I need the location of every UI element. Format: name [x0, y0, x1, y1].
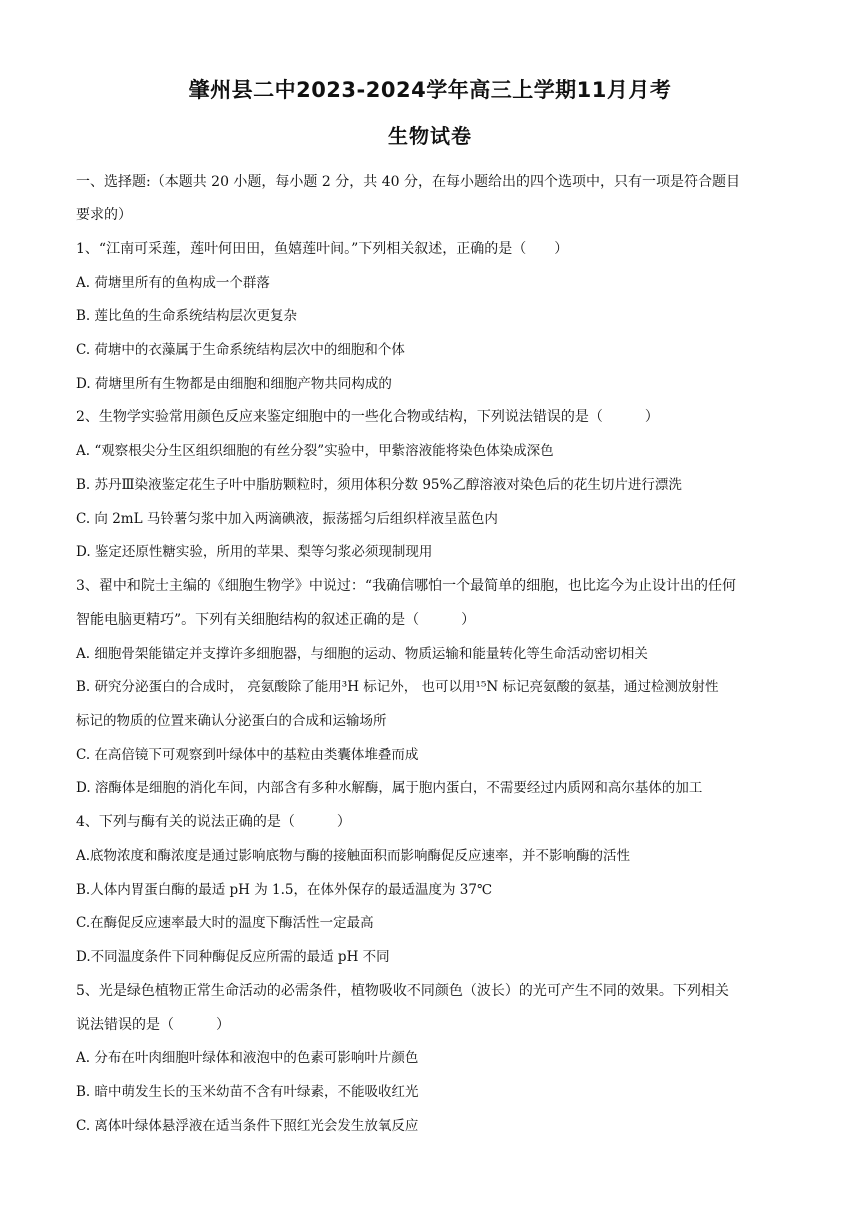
question-5-stem-line-1: 5、光是绿色植物正常生命活动的必需条件，植物吸收不同颜色（波长）的光可产生不同的效果。下列相关 [76, 983, 729, 999]
question-5-stem-line-2: 说法错误的是（ ） [76, 1017, 230, 1033]
question-1-option-a: A. 荷塘里所有的鱼构成一个群落 [76, 275, 270, 291]
question-2-option-d: D. 鉴定还原性糖实验，所用的苹果、梨等匀浆必须现制现用 [76, 544, 433, 560]
section-instructions-line-1: 一、选择题:（本题共 20 小题，每小题 2 分，共 40 分，在每小题给出的四个选项中，只有一项是符合题目 [76, 174, 740, 190]
question-2-option-c: C. 向 2mL 马铃薯匀浆中加入两滴碘液，振荡摇匀后组织样液呈蓝色内 [76, 511, 498, 527]
question-4-option-d: D.不同温度条件下同种酶促反应所需的最适 pH 不同 [76, 949, 390, 965]
question-5-option-c: C. 离体叶绿体悬浮液在适当条件下照红光会发生放氧反应 [76, 1118, 419, 1134]
question-2-stem: 2、生物学实验常用颜色反应来鉴定细胞中的一些化合物或结构，下列说法错误的是（ ） [76, 409, 659, 425]
question-1-option-d: D. 荷塘里所有生物都是由细胞和细胞产物共同构成的 [76, 376, 392, 392]
question-3-option-d: D. 溶酶体是细胞的消化车间，内部含有多种水解酶，属于胞内蛋白，不需要经过内质网和高尔基体的加工 [76, 780, 703, 796]
question-3-stem-line-2: 智能电脑更精巧”。下列有关细胞结构的叙述正确的是（ ） [76, 612, 476, 628]
question-2-option-b: B. 苏丹Ⅲ染液鉴定花生子叶中脂肪颗粒时，须用体积分数 95%乙醇溶液对染色后的花生切片进行漂洗 [76, 477, 682, 493]
question-3-stem-line-1: 3、翟中和院士主编的《细胞生物学》中说过：“我确信哪怕一个最简单的细胞，也比迄今为止设计出的任何 [76, 578, 737, 594]
question-3-option-a: A. 细胞骨架能锚定并支撑许多细胞器，与细胞的运动、物质运输和能量转化等生命活动密切相关 [76, 646, 648, 662]
question-4-option-a: A.底物浓度和酶浓度是通过影响底物与酶的接触面积而影响酶促反应速率，并不影响酶的活性 [76, 848, 631, 864]
question-1-option-c: C. 荷塘中的衣藻属于生命系统结构层次中的细胞和个体 [76, 342, 405, 358]
question-4-stem: 4、下列与酶有关的说法正确的是（ ） [76, 814, 351, 830]
exam-title: 肇州县二中2023-2024学年高三上学期11月月考 [188, 78, 672, 102]
question-3-option-c: C. 在高倍镜下可观察到叶绿体中的基粒由类囊体堆叠而成 [76, 747, 419, 763]
question-5-option-a: A. 分布在叶肉细胞叶绿体和液泡中的色素可影响叶片颜色 [76, 1050, 419, 1066]
question-1-stem: 1、“江南可采莲，莲叶何田田，鱼嬉莲叶间。”下列相关叙述，正确的是（ ） [76, 241, 569, 257]
section-instructions-line-2: 要求的） [76, 207, 132, 223]
question-1-option-b: B. 莲比鱼的生命系统结构层次更复杂 [76, 308, 298, 324]
question-5-option-b: B. 暗中萌发生长的玉米幼苗不含有叶绿素，不能吸收红光 [76, 1084, 419, 1100]
question-3-option-b-line-1: B. 研究分泌蛋白的合成时， 亮氨酸除了能用³H 标记外， 也可以用¹⁵N 标记亮氨酸的氨基，通过检测放射性 [76, 679, 719, 695]
question-4-option-c: C.在酶促反应速率最大时的温度下酶活性一定最高 [76, 915, 374, 931]
question-2-option-a: A. “观察根尖分生区组织细胞的有丝分裂”实验中，甲紫溶液能将染色体染成深色 [76, 443, 554, 459]
question-4-option-b: B.人体内胃蛋白酶的最适 pH 为 1.5，在体外保存的最适温度为 37℃ [76, 882, 493, 898]
question-3-option-b-line-2: 标记的物质的位置来确认分泌蛋白的合成和运输场所 [76, 713, 387, 729]
exam-subtitle: 生物试卷 [388, 124, 472, 148]
